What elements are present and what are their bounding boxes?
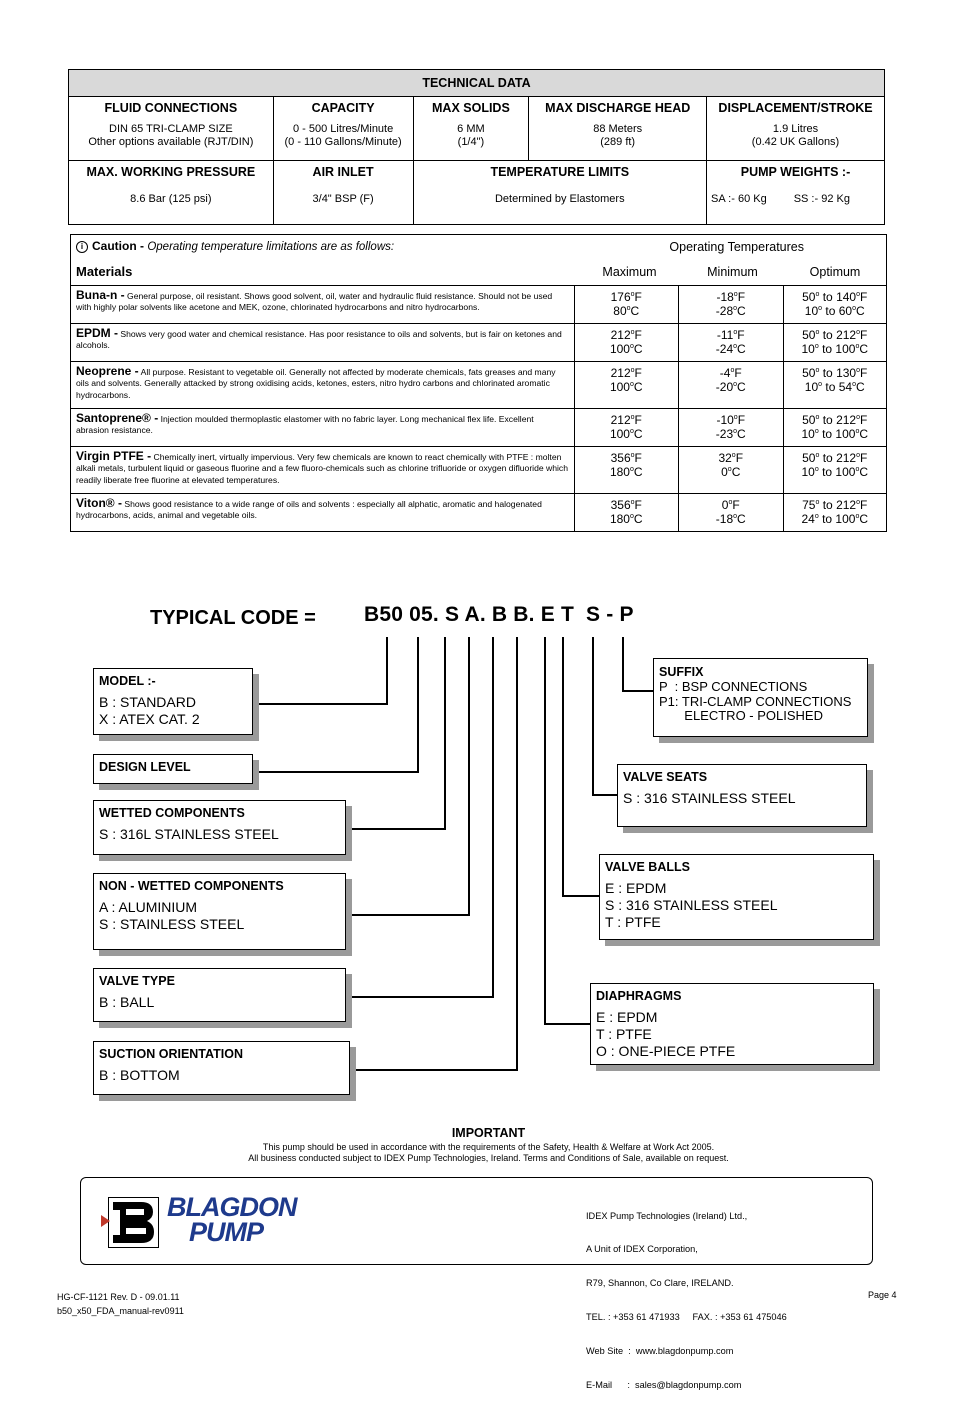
optimum-temp-cell: 50$^o$ to 130$^o$F 10$^o$ to 54$^o$C [783,362,887,409]
max-temp-cell: 356$^o$F 180$^o$C [574,494,679,532]
max-discharge-head-cell: MAX DISCHARGE HEAD 88 Meters (289 ft) [529,97,707,161]
optimum-temp-cell: 50$^o$ to 212$^o$F 10$^o$ to 100$^o$C [783,409,887,447]
valve-balls-box: VALVE BALLS E : EPDM S : 316 STAINLESS STEEL T : PTFE [599,854,874,940]
material-row [71,286,887,324]
optimum-temp-cell: 50$^o$ to 212$^o$F 10$^o$ to 100$^o$C [783,324,887,362]
min-temp-cell: -10$^o$F -23$^o$C [679,409,784,447]
red-arrow-icon [101,1215,110,1227]
min-temp-cell: 0$^o$F -18$^o$C [679,494,784,532]
contact-block [586,1188,787,1414]
fluid-connections-cell: FLUID CONNECTIONS DIN 65 TRI-CLAMP SIZE Other options available (RJT/DIN) [69,97,274,161]
air-inlet-cell: AIR INLET 3/4" BSP (F) [273,161,413,225]
max-temp-cell: 176$^o$F 80$^o$C [574,286,679,324]
non-wetted-components-box: NON - WETTED COMPONENTS A : ALUMINIUM S : STAINLESS STEEL [93,873,346,950]
contact-line: A Unit of IDEX Corporation, [586,1244,698,1255]
design-level-box: DESIGN LEVEL [93,754,253,784]
max-temp-cell: 356$^o$F 180$^o$C [574,447,679,494]
valve-type-box: VALVE TYPE B : BALL [93,968,346,1022]
contact-line: R79, Shannon, Co Clare, IRELAND. [586,1278,734,1289]
diaphragms-box: DIAPHRAGMS E : EPDM T : PTFE O : ONE-PIECE PTFE [590,983,874,1065]
material-row [71,494,887,532]
info-circle-icon: i [76,241,88,253]
valve-seats-box: VALVE SEATS S : 316 STAINLESS STEEL [617,764,867,827]
max-temp-cell: 212$^o$F 100$^o$C [574,362,679,409]
operating-temperatures-label: Operating Temperatures [669,240,804,254]
elastomer-temperature-table [70,234,887,532]
brand-name-blagdon: BLAGDON [167,1192,297,1222]
optimum-temp-cell: 50$^o$ to 140$^o$F 10$^o$ to 60$^o$C [783,286,887,324]
brand-name-pump: PUMP [189,1217,264,1247]
max-working-pressure-cell: MAX. WORKING PRESSURE 8.6 Bar (125 psi) [69,161,274,225]
material-description-cell: Neoprene - All purpose. Resistant to vegetable oil. Generally not affected by moderate chemicals, fats greases and many oils and solvents. Generally attacked by strong oxidising acids, ketones, esters, nitro hydro carbons and chlorinated aromatic hydrocarbons. [71,362,575,409]
material-description-cell: EPDM - Shows very good water and chemical resistance. Has poor resistance to oils and solvents, but is fair on ketones and alcohols. [71,324,575,362]
caution-text: Operating temperature limitations are as follows: [147,241,395,253]
min-temp-cell: 32$^o$F 0$^o$C [679,447,784,494]
technical-data-title: TECHNICAL DATA [69,70,885,97]
optimum-temp-cell: 50$^o$ to 212$^o$F 10$^o$ to 100$^o$C [783,447,887,494]
important-line-2: All business conducted subject to IDEX Pump Technologies, Ireland. Terms and Conditions of Sale, available on request. [248,1153,729,1163]
important-title: IMPORTANT [451,1126,526,1140]
caution-label: Caution - [92,239,144,253]
page-number: Page 4 [868,1290,897,1300]
material-description-cell: Viton® - Shows good resistance to a wide range of oils and solvents : especially all alphatic, aromatic and halogenated hydrocarbons, acids, animal and vegetable oils. [71,494,575,532]
max-temp-cell: 212$^o$F 100$^o$C [574,324,679,362]
material-description-cell: Santoprene® - Injection moulded thermoplastic elastomer with no fabric layer. Long mechanical flex life. Excellent abrasion resistance. [71,409,575,447]
col-maximum: Maximum [602,265,657,279]
min-temp-cell: -4$^o$F -20$^o$C [679,362,784,409]
max-solids-cell: MAX SOLIDS 6 MM (1/4") [413,97,529,161]
contact-line: IDEX Pump Technologies (Ireland) Ltd., [586,1210,748,1221]
material-description-cell: Buna-n - General purpose, oil resistant. Shows good solvent, oil, water and hydraulic fluid resistance. Should not be used with highly polar solvents like acetone and MEK, ozone, chlorinated hydrocarbons and nitro hydrocarbons. [71,286,575,324]
min-temp-cell: -18$^o$F -28$^o$C [679,286,784,324]
max-temp-cell: 212$^o$F 100$^o$C [574,409,679,447]
model-box: MODEL :- B : STANDARD X : ATEX CAT. 2 [93,668,253,735]
technical-data-table [68,69,885,225]
pump-weights-cell: PUMP WEIGHTS :- SA :- 60 Kg SS :- 92 Kg [707,161,885,225]
col-optimum: Optimum [809,265,861,279]
email-link[interactable]: E-Mail : sales@blagdonpump.com [586,1380,742,1391]
material-row [71,324,887,362]
material-description-cell: Virgin PTFE - Chemically inert, virtually impervious. Very few chemicals are known to react chemically with PTFE : molten alkali metals, turbulent liquid or gaseous fluorine and a few fluoro-chemicals such as chlorine trifluoride or oxygen difluoride which readily liberate free fluorine at elevated temperatures. [71,447,575,494]
optimum-temp-cell: 75$^o$ to 212$^o$F 24$^o$ to 100$^o$C [783,494,887,532]
material-row [71,362,887,409]
website-link[interactable]: Web Site : www.blagdonpump.com [586,1346,734,1357]
wetted-components-box: WETTED COMPONENTS S : 316L STAINLESS STEEL [93,800,346,855]
typical-code-value: B50 05. S A. B B. E T S - P [364,603,634,626]
temperature-limits-cell: TEMPERATURE LIMITS Determined by Elastomers [413,161,707,225]
contact-line: TEL. : +353 61 471933 FAX. : +353 61 475046 [586,1312,787,1323]
material-row [71,409,887,447]
doc-reference: HG-CF-1121 Rev. D - 09.01.11 b50_x50_FDA_manual-rev0911 [57,1292,184,1316]
materials-label: Materials [76,264,133,279]
min-temp-cell: -11$^o$F -24$^o$C [679,324,784,362]
suffix-box: SUFFIX P : BSP CONNECTIONS P1: TRI-CLAMP CONNECTIONS ELECTRO - POLISHED [653,658,868,737]
typical-code-label: TYPICAL CODE = [150,607,316,629]
material-row [71,447,887,494]
important-line-1: This pump should be used in accordance with the requirements of the Safety, Health & Welfare at Work Act 2005. [262,1142,715,1152]
capacity-cell: CAPACITY 0 - 500 Litres/Minute (0 - 110 Gallons/Minute) [273,97,413,161]
displacement-stroke-cell: DISPLACEMENT/STROKE 1.9 Litres (0.42 UK Gallons) [707,97,885,161]
blagdon-b-logo-icon [108,1197,159,1248]
col-minimum: Minimum [707,265,758,279]
suction-orientation-box: SUCTION ORIENTATION B : BOTTOM [93,1041,350,1095]
